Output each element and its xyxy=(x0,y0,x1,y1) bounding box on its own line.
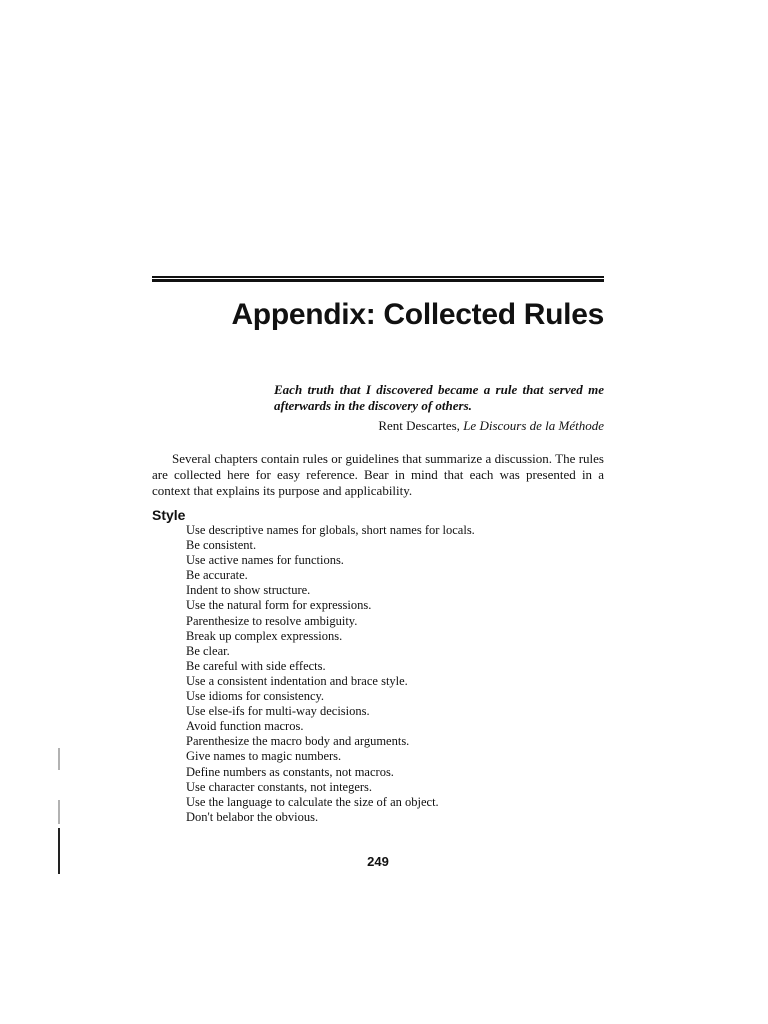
rule-item: Use character constants, not integers. xyxy=(186,779,373,794)
epigraph-work: Le Discours de la Méthode xyxy=(463,418,604,433)
scan-margin-mark xyxy=(58,828,60,874)
rule-item: Use a consistent indentation and brace style. xyxy=(186,673,408,688)
rule-item: Define numbers as constants, not macros. xyxy=(186,764,394,779)
rule-item: Use the natural form for expressions. xyxy=(186,598,372,613)
rule-item: Be clear. xyxy=(186,643,230,658)
chapter-title: Appendix: Collected Rules xyxy=(231,298,604,331)
chapter-rule xyxy=(152,276,604,282)
rule-item: Parenthesize to resolve ambiguity. xyxy=(186,613,358,628)
rule-item: Be careful with side effects. xyxy=(186,658,326,673)
intro-paragraph: Several chapters contain rules or guidelines that summarize a discussion. The rules are collected here for easy reference. Bear in mind that each was presented in a context that explains its purpose and applicability. xyxy=(152,451,604,498)
rule-item: Use the language to calculate the size of an object. xyxy=(186,794,439,809)
rule-item: Avoid function macros. xyxy=(186,719,304,734)
rules-list xyxy=(186,523,475,825)
rule-item: Break up complex expressions. xyxy=(186,628,343,643)
rule-item: Give names to magic numbers. xyxy=(186,749,342,764)
scan-margin-mark xyxy=(58,748,60,770)
rule-item: Indent to show structure. xyxy=(186,583,311,598)
rule-item: Parenthesize the macro body and arguments. xyxy=(186,734,410,749)
rule-item: Use descriptive names for globals, short names for locals. xyxy=(186,523,475,537)
rule-item: Use else-ifs for multi-way decisions. xyxy=(186,704,370,719)
epigraph-author: Rent Descartes, xyxy=(378,418,460,433)
page-number: 249 xyxy=(367,854,389,869)
epigraph-attribution xyxy=(252,418,604,434)
epigraph-quote: Each truth that I discovered became a rule that served me afterwards in the discovery of others. xyxy=(274,382,604,413)
scan-margin-mark xyxy=(58,800,60,824)
rule-item: Use idioms for consistency. xyxy=(186,689,325,704)
section-heading: Style xyxy=(152,507,186,523)
rule-item: Use active names for functions. xyxy=(186,553,344,568)
rule-item: Be consistent. xyxy=(186,538,257,553)
rule-item: Be accurate. xyxy=(186,568,248,583)
rule-item: Don't belabor the obvious. xyxy=(186,809,319,824)
